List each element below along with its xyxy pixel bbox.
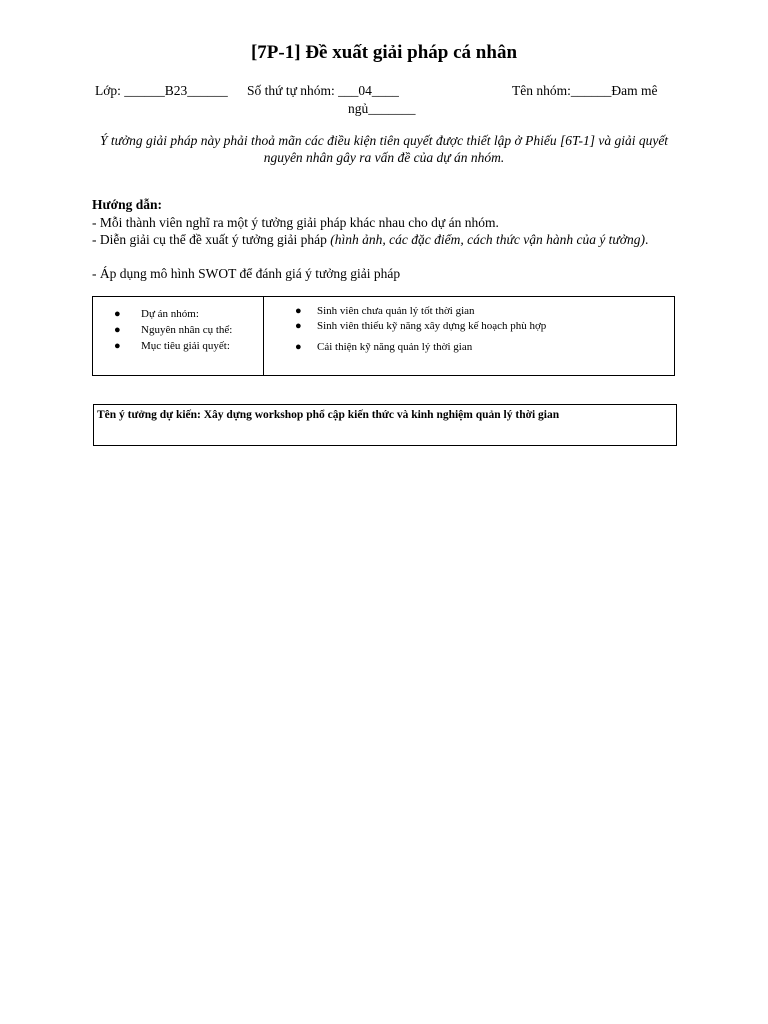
label-goal: Mục tiêu giải quyết: xyxy=(141,340,230,352)
value-cause: Sinh viên thiếu kỹ năng xây dựng kế hoạch phù hợp xyxy=(317,320,547,332)
value-list xyxy=(295,304,546,355)
value-goal: Cải thiện kỹ năng quản lý thời gian xyxy=(317,341,473,353)
bullet-icon: ● xyxy=(114,340,121,352)
project-summary-labels xyxy=(92,296,263,374)
class-field: Lớp: ______B23______ xyxy=(95,83,228,98)
list-item xyxy=(295,304,546,319)
guide-line-2-text: - Diễn giải cụ thể đề xuất ý tưởng giải pháp xyxy=(92,232,331,247)
idea-name-text: Tên ý tưởng dự kiến: Xây dựng workshop phổ cập kiến thức và kinh nghiệm quản lý thời gian xyxy=(97,409,560,421)
bullet-icon: ● xyxy=(295,341,302,353)
list-item xyxy=(295,319,546,334)
bullet-icon: ● xyxy=(114,324,121,336)
guide-line-3: - Áp dụng mô hình SWOT để đánh giá ý tưởng giải pháp xyxy=(92,266,401,281)
bullet-icon: ● xyxy=(295,305,302,317)
group-name-field-continued: ngủ_______ xyxy=(348,101,416,116)
guide-line-2-end: . xyxy=(645,232,649,247)
intro-paragraph: Ý tưởng giải pháp này phải thoả mãn các điều kiện tiên quyết được thiết lập ở Phiếu [6T-1] và giải quyết nguyên nhân gây ra vấn đề của dự án nhóm. xyxy=(99,133,669,165)
page-title: [7P-1] Đề xuất giải pháp cá nhân xyxy=(250,42,518,63)
list-item xyxy=(114,323,232,338)
value-project: Sinh viên chưa quản lý tốt thời gian xyxy=(317,305,475,317)
group-name-field: Tên nhóm:______Đam mê xyxy=(512,83,658,98)
project-summary-values xyxy=(263,296,674,375)
bullet-icon: ● xyxy=(295,320,302,332)
guide-heading: Hướng dẫn: xyxy=(92,197,162,212)
label-project: Dự án nhóm: xyxy=(141,308,199,320)
group-number-field: Số thứ tự nhóm: ___04____ xyxy=(247,83,399,98)
label-list xyxy=(114,307,232,355)
guide-line-2 xyxy=(92,231,682,248)
bullet-icon: ● xyxy=(114,308,121,320)
list-item xyxy=(114,307,232,322)
guide-line-1: - Mỗi thành viên nghĩ ra một ý tưởng giải pháp khác nhau cho dự án nhóm. xyxy=(92,215,499,230)
list-item xyxy=(114,339,232,354)
list-item xyxy=(295,340,546,355)
idea-name-box xyxy=(93,404,677,446)
label-cause: Nguyên nhân cụ thể: xyxy=(141,324,233,336)
guide-line-2-italic: (hình ảnh, các đặc điểm, cách thức vận hành của ý tưởng) xyxy=(330,232,645,247)
